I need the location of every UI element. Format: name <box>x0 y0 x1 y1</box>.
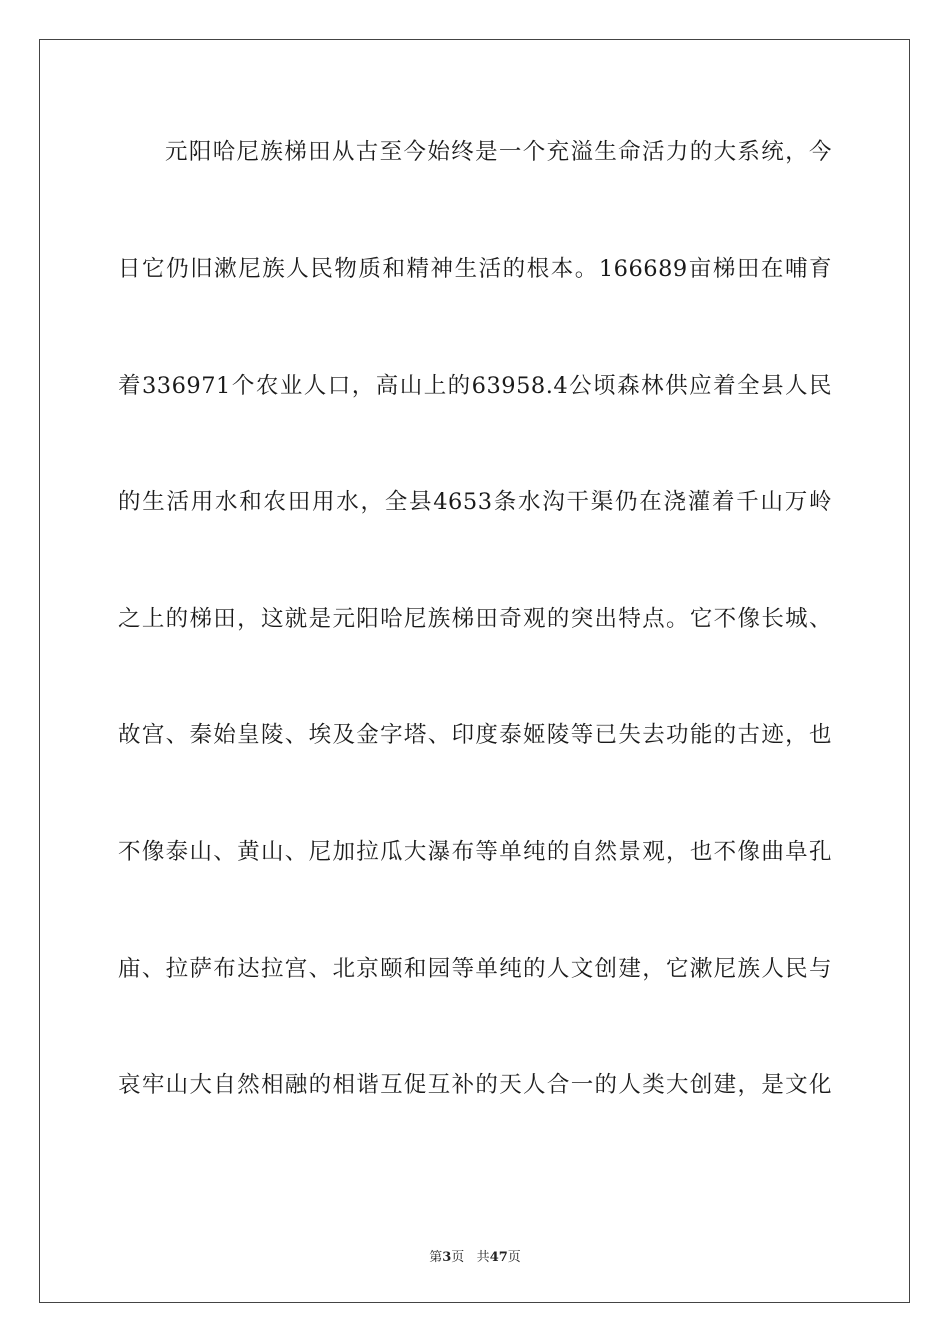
body-text-line-8: 庙、拉萨布达拉宫、北京颐和园等单纯的人文创建，它漱尼族人民与 <box>118 956 832 982</box>
page-suffix: 页 <box>451 1250 465 1265</box>
total-prefix: 共 <box>476 1250 490 1265</box>
page-footer <box>0 1249 950 1267</box>
body-text-line-2: 日它仍旧漱尼族人民物质和精神生活的根本。166689亩梯田在哺育 <box>118 256 832 282</box>
body-text-line-9: 哀牢山大自然相融的相谐互促互补的天人合一的人类大创建，是文化 <box>118 1072 832 1098</box>
page-prefix: 第 <box>429 1250 443 1265</box>
body-text-line-1: 元阳哈尼族梯田从古至今始终是一个充溢生命活力的大系统，今 <box>165 139 832 165</box>
page-number: 3 <box>442 1250 452 1265</box>
body-text-line-3: 着336971个农业人口，高山上的63958.4公顷森林供应着全县人民 <box>118 373 832 399</box>
page-border <box>39 39 910 1303</box>
total-pages: 47 <box>489 1250 508 1265</box>
body-text-line-7: 不像泰山、黄山、尼加拉瓜大瀑布等单纯的自然景观，也不像曲阜孔 <box>118 839 832 865</box>
total-suffix: 页 <box>507 1250 521 1265</box>
body-text-line-5: 之上的梯田，这就是元阳哈尼族梯田奇观的突出特点。它不像长城、 <box>118 606 832 632</box>
body-text-line-4: 的生活用水和农田用水，全县4653条水沟干渠仍在浇灌着千山万岭 <box>118 489 832 515</box>
body-text-line-6: 故宫、秦始皇陵、埃及金字塔、印度泰姬陵等已失去功能的古迹，也 <box>118 722 832 748</box>
